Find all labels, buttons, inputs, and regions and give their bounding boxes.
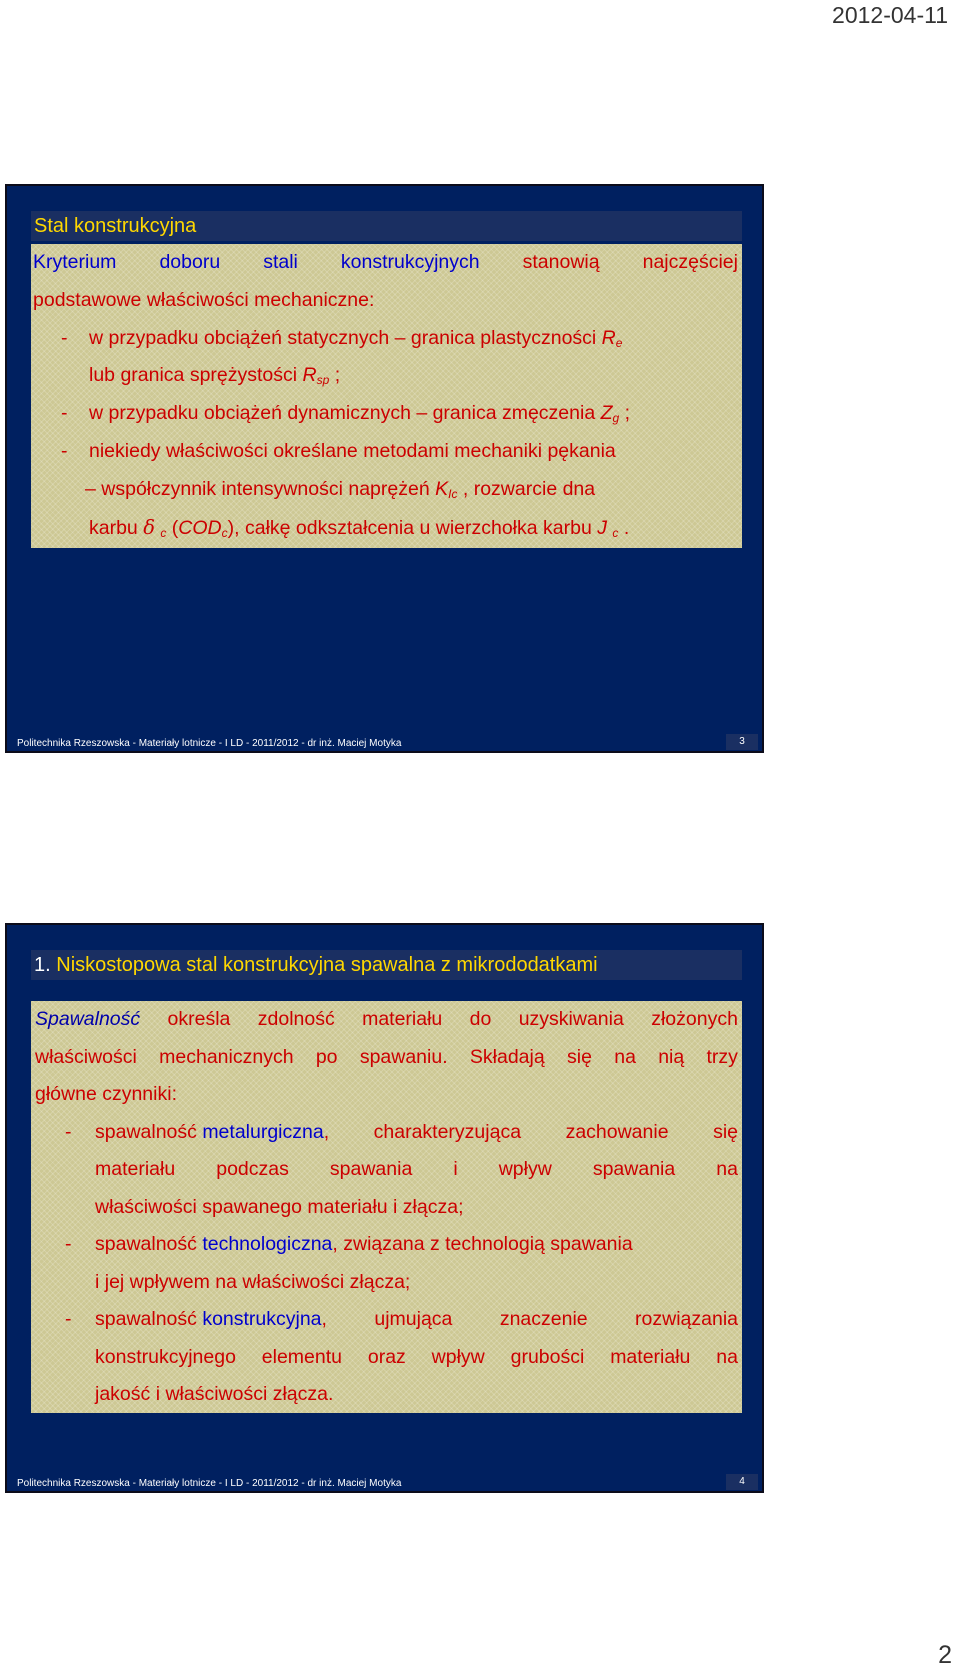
slide-number: 3 — [739, 736, 745, 747]
symbol-sub: e — [615, 335, 623, 350]
word: na — [716, 1345, 738, 1368]
symbol-sub: sp — [316, 373, 330, 388]
slide-number-box — [726, 1474, 758, 1490]
bullet-dash: - — [61, 402, 68, 425]
slide-content — [31, 1001, 742, 1413]
word: spawalność — [95, 1120, 203, 1143]
slide-title-bar — [31, 950, 742, 980]
slide-footer — [7, 1472, 427, 1491]
page-number: 2 — [938, 1641, 952, 1669]
bullet-end: , rozwarcie dna — [457, 477, 596, 500]
slide-title-bar — [31, 211, 742, 241]
slide-number-box — [726, 734, 758, 750]
symbol-sub: c — [160, 525, 167, 540]
word: znaczenie — [499, 1308, 588, 1330]
delta-symbol: δ — [143, 515, 155, 539]
bullet-fracture-mechanics-l3 — [33, 509, 738, 547]
footer-text: Politechnika Rzeszowska - Materiały lotnicze - I LD - 2011/2012 - dr inż. Maciej Motyka — [17, 738, 402, 749]
word: zachowanie — [565, 1120, 669, 1143]
word: na — [716, 1158, 738, 1180]
bullet-dash: - — [65, 1120, 72, 1143]
bullet-static-load-cont — [33, 357, 738, 395]
word: wpływ — [431, 1345, 485, 1368]
word: i — [453, 1158, 458, 1180]
word: konstrukcyjnego — [95, 1345, 236, 1368]
word: się — [713, 1120, 738, 1143]
bullet-dynamic-load — [33, 395, 738, 433]
footer-text: Politechnika Rzeszowska - Materiały lotnicze - I LD - 2011/2012 - dr inż. Maciej Motyka — [17, 1478, 402, 1489]
symbol-sub: c — [612, 525, 619, 540]
word: właściwości — [35, 1045, 137, 1068]
slide-title — [31, 950, 742, 980]
word: rozwiązania — [635, 1308, 738, 1330]
bullet-fracture-mechanics — [33, 433, 738, 471]
bullet-dash: - — [61, 326, 68, 349]
word: nią — [658, 1045, 685, 1068]
item-constructional-l3: jakość i właściwości złącza. — [95, 1383, 334, 1405]
word: Kryterium — [33, 251, 117, 273]
word: spawaniu. — [359, 1045, 448, 1068]
bullet-text: ( — [166, 516, 179, 539]
word: złożonych — [651, 1008, 738, 1030]
slide-content — [31, 244, 742, 548]
word: spawania — [592, 1158, 676, 1180]
item-lead: - spawalność metalurgiczna, — [65, 1114, 329, 1152]
word: zdolność — [257, 1008, 335, 1030]
word: spawalność — [95, 1308, 203, 1330]
intro-line-1 — [33, 244, 738, 282]
word: stali — [263, 251, 298, 273]
bullet-dash: - — [61, 439, 68, 462]
word: ujmująca — [374, 1308, 453, 1330]
word: określa — [167, 1008, 231, 1030]
word: charakteryzująca — [373, 1120, 522, 1143]
symbol: J — [597, 516, 607, 539]
slide-title: Stal konstrukcyjna — [34, 215, 197, 237]
bullet-end: ; — [329, 364, 341, 387]
word: elementu — [261, 1345, 342, 1368]
item-metallurgical-l3: właściwości spawanego materiału i złącza; — [95, 1195, 464, 1218]
bullet-fracture-mechanics-l2 — [33, 471, 738, 509]
keyword: technologiczna — [202, 1233, 333, 1255]
symbol-sub: g — [612, 411, 620, 426]
symbol: R — [302, 364, 317, 387]
bullet-dash: - — [65, 1308, 72, 1330]
word: materiału — [95, 1158, 176, 1180]
keyword: konstrukcyjna — [202, 1308, 322, 1330]
word: trzy — [706, 1045, 738, 1068]
para-line-2 — [35, 1039, 738, 1077]
slide-4 — [5, 923, 764, 1493]
bullet-text: karbu — [89, 516, 144, 539]
item-technological — [35, 1226, 738, 1264]
bullet-end: ; — [619, 402, 631, 425]
title-text: Niskostopowa stal konstrukcyjna spawalna z mikrododatkami — [50, 954, 598, 976]
bullet-static-load — [33, 320, 738, 358]
word: się — [567, 1045, 592, 1068]
word: grubości — [510, 1345, 585, 1368]
word: uzyskiwania — [518, 1008, 624, 1030]
word: stanowią — [522, 251, 600, 273]
word: na — [614, 1045, 636, 1068]
word: do — [469, 1008, 492, 1030]
item-lead: - spawalność konstrukcyjna, — [65, 1301, 327, 1339]
word: oraz — [367, 1345, 406, 1368]
slide-3 — [5, 184, 764, 753]
word: podczas — [216, 1158, 289, 1180]
word: spawania — [329, 1158, 413, 1180]
para-line-3: główne czynniki: — [35, 1083, 177, 1105]
word: najczęściej — [642, 251, 738, 273]
bullet-text: lub granica sprężystości — [89, 364, 298, 387]
item-constructional — [35, 1301, 738, 1339]
word: wpływ — [498, 1158, 552, 1180]
word: materiału — [362, 1008, 443, 1030]
word: mechanicznych — [159, 1045, 294, 1068]
word: konstrukcyjnych — [340, 251, 480, 273]
item-text: , związana z technologią spawania — [332, 1233, 633, 1255]
title-number: 1. — [34, 954, 51, 976]
word: Składają — [469, 1045, 545, 1068]
slide-footer — [7, 732, 427, 751]
symbol: R — [601, 326, 616, 349]
page-date: 2012-04-11 — [832, 2, 948, 28]
keyword: metalurgiczna — [202, 1120, 324, 1143]
symbol: K — [435, 477, 449, 500]
symbol: Z — [600, 402, 613, 425]
term: Spawalność — [35, 1008, 141, 1030]
symbol-sub: c — [221, 525, 228, 540]
bullet-text: w przypadku obciążeń dynamicznych – granica zmęczenia — [89, 402, 596, 425]
word: materiału — [610, 1345, 691, 1368]
bullet-text: niekiedy właściwości określane metodami mechaniki pękania — [89, 439, 616, 462]
symbol: COD — [178, 516, 222, 539]
slide-number: 4 — [739, 1476, 745, 1487]
item-constructional-l2 — [35, 1339, 738, 1377]
para-line-1 — [35, 1001, 738, 1039]
item-metallurgical-l2 — [35, 1151, 738, 1189]
intro-line-2: podstawowe właściwości mechaniczne: — [33, 288, 375, 311]
bullet-text: – współczynnik intensywności naprężeń — [85, 477, 430, 500]
word: po — [315, 1045, 338, 1068]
word: doboru — [159, 251, 221, 273]
bullet-text: ), całkę odkształcenia u wierzchołka karbu — [227, 516, 598, 539]
bullet-dash: - — [65, 1233, 72, 1255]
bullet-text: w przypadku obciążeń statycznych – granica plastyczności — [89, 326, 597, 349]
word: spawalność — [95, 1233, 203, 1255]
item-metallurgical — [35, 1114, 738, 1152]
bullet-end: . — [618, 516, 630, 539]
symbol-sub: Ic — [448, 486, 458, 501]
item-technological-l2: i jej wpływem na właściwości złącza; — [95, 1270, 411, 1293]
